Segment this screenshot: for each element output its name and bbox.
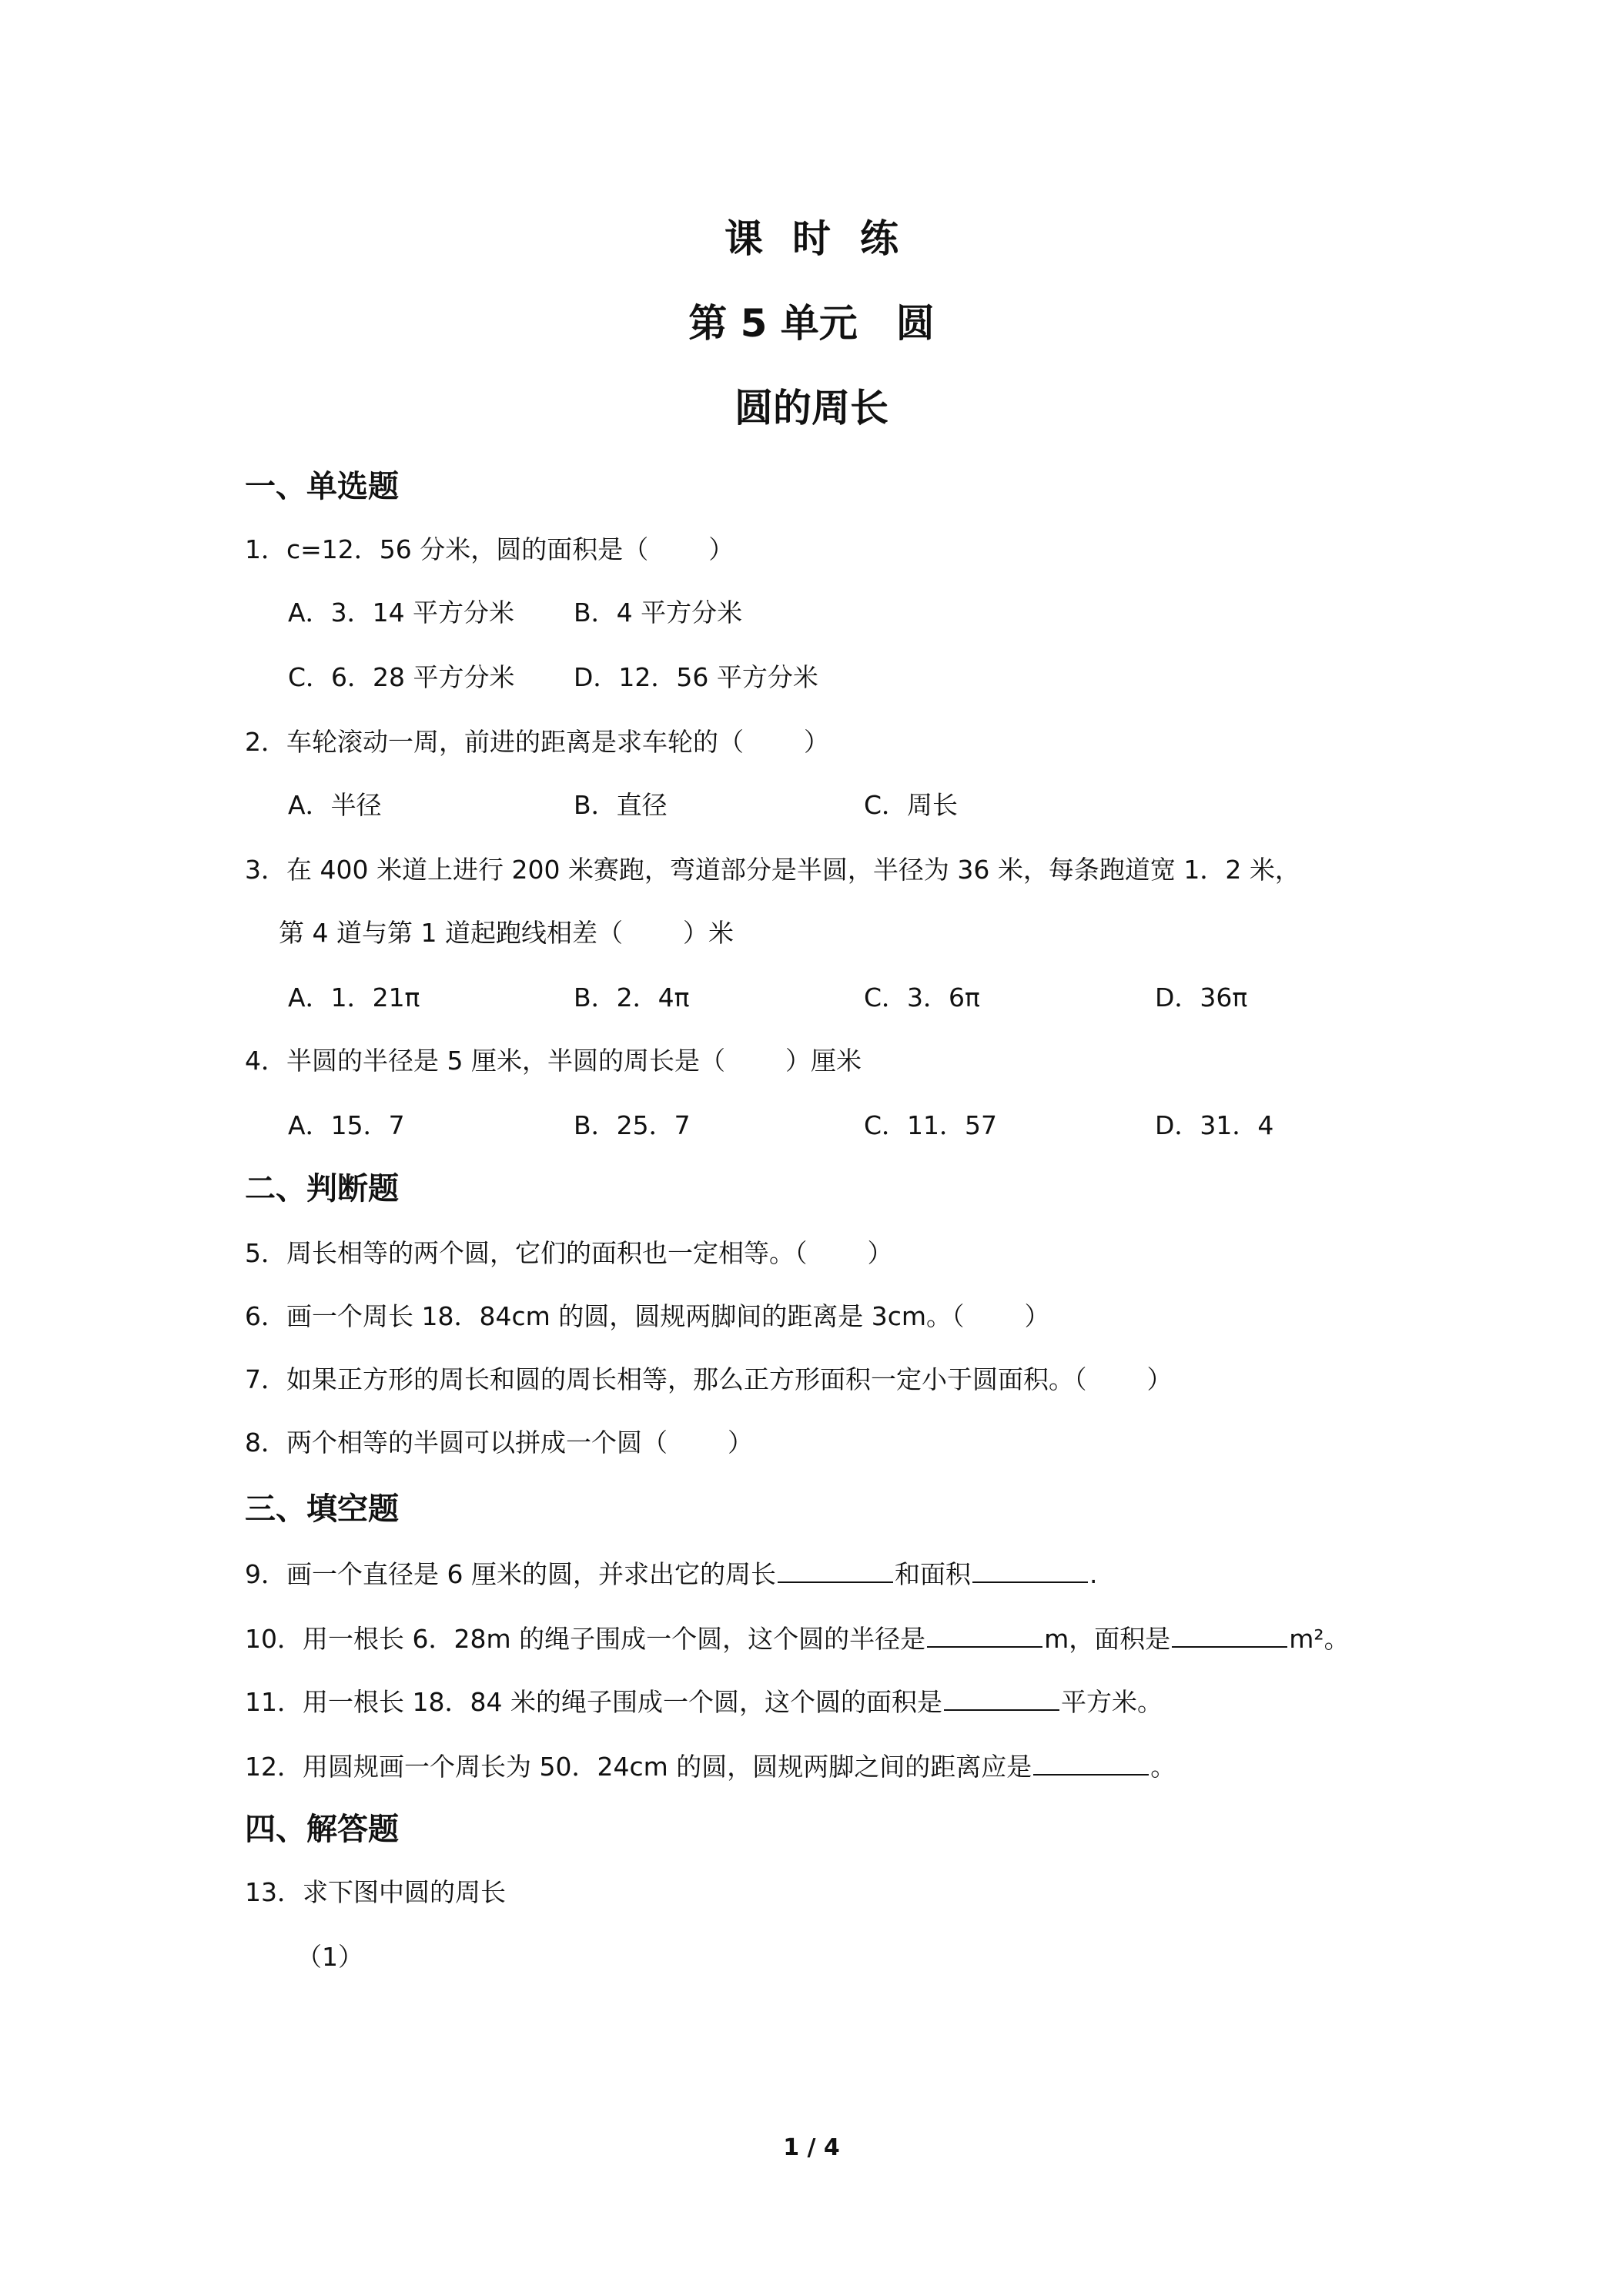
question-8 [245, 1424, 753, 1461]
question-9-text-a: 9．画一个直径是 6 厘米的圆，并求出它的周长 [245, 1559, 776, 1589]
question-9-text-c: . [1089, 1559, 1098, 1589]
question-2-option-b: B．直径 [574, 790, 668, 820]
question-2-option-a: A．半径 [288, 790, 382, 820]
question-2-stem-end: ） [804, 727, 829, 757]
question-10-text-b: m，面积是 [1044, 1624, 1171, 1654]
question-1-option-b: B．4 平方分米 [574, 597, 743, 628]
question-10-text-a: 10．用一根长 6．28m 的绳子围成一个圆，这个圆的半径是 [245, 1624, 926, 1654]
section-heading-solve: 四、解答题 [245, 1812, 399, 1847]
page-title: 课时练 [724, 216, 928, 261]
answer-blank[interactable] [778, 1554, 893, 1583]
question-11 [245, 1682, 1163, 1721]
question-13-sub-1: （1） [296, 1942, 363, 1972]
question-6-stem-end: ） [1024, 1301, 1050, 1331]
answer-blank[interactable] [972, 1554, 1088, 1583]
page-number: 1 / 4 [783, 2134, 840, 2161]
question-1 [245, 531, 734, 568]
question-4-option-a: A．15．7 [288, 1110, 405, 1140]
lesson-title: 圆的周长 [735, 386, 888, 430]
question-4 [245, 1043, 862, 1079]
question-7-stem-end: ） [1146, 1364, 1173, 1394]
question-12 [245, 1746, 1176, 1786]
answer-blank[interactable] [1172, 1618, 1287, 1648]
section-heading-fill-blank: 三、填空题 [245, 1491, 399, 1527]
question-7-stem: 7．如果正方形的周长和圆的周长相等，那么正方形面积一定小于圆面积。（ [245, 1364, 1087, 1394]
question-1-option-a: A．3．14 平方分米 [288, 597, 515, 628]
question-2 [245, 724, 829, 761]
question-4-option-b: B．25．7 [574, 1110, 691, 1140]
question-10-text-c: m²。 [1289, 1624, 1350, 1654]
question-4-stem: 4．半圆的半径是 5 厘米，半圆的周长是（ [245, 1046, 725, 1076]
question-5 [245, 1235, 893, 1272]
answer-blank[interactable] [944, 1682, 1059, 1711]
question-13: 13．求下图中圆的周长 [245, 1877, 506, 1907]
question-6-stem: 6．画一个周长 18．84cm 的圆，圆规两脚间的距离是 3cm。（ [245, 1301, 965, 1331]
question-3-stem-end: ）米 [682, 918, 734, 948]
question-3-line-2 [279, 915, 734, 952]
question-3-option-c: C．3．6π [864, 982, 980, 1012]
question-9-text-b: 和面积 [894, 1559, 971, 1589]
question-3-option-a: A．1．21π [288, 982, 420, 1012]
answer-blank[interactable] [927, 1618, 1042, 1648]
question-4-option-c: C．11．57 [864, 1110, 998, 1140]
question-8-stem-end: ） [728, 1427, 753, 1458]
question-11-text-b: 平方米。 [1060, 1687, 1163, 1717]
question-12-text-b: 。 [1150, 1752, 1176, 1782]
question-3-line-1: 3．在 400 米道上进行 200 米赛跑，弯道部分是半圆，半径为 36 米，每条跑道宽 1．2 米， [245, 855, 1300, 885]
question-1-stem-end: ） [708, 534, 735, 564]
question-3-option-b: B．2．4π [574, 982, 690, 1012]
question-6 [245, 1298, 1050, 1335]
question-7 [245, 1361, 1173, 1398]
question-1-option-c: C．6．28 平方分米 [288, 662, 515, 692]
question-2-option-c: C．周长 [864, 790, 959, 820]
question-3-stem: 第 4 道与第 1 道起跑线相差（ [279, 918, 623, 948]
answer-blank[interactable] [1033, 1746, 1149, 1776]
question-1-option-d: D．12．56 平方分米 [574, 662, 818, 692]
question-5-stem: 5．周长相等的两个圆，它们的面积也一定相等。（ [245, 1238, 808, 1268]
question-4-option-d: D．31．4 [1155, 1110, 1274, 1140]
question-2-stem: 2．车轮滚动一周，前进的距离是求车轮的（ [245, 727, 744, 757]
question-4-stem-end: ）厘米 [785, 1046, 862, 1076]
question-5-stem-end: ） [867, 1238, 893, 1268]
section-heading-single-choice: 一、单选题 [245, 469, 399, 504]
question-10 [245, 1618, 1350, 1658]
question-11-text-a: 11．用一根长 18．84 米的绳子围成一个圆，这个圆的面积是 [245, 1687, 942, 1717]
question-3-option-d: D．36π [1155, 982, 1248, 1012]
unit-title: 第 5 单元 圆 [688, 301, 935, 346]
question-9 [245, 1554, 1097, 1593]
question-12-text-a: 12．用圆规画一个周长为 50．24cm 的圆，圆规两脚之间的距离应是 [245, 1752, 1032, 1782]
question-1-stem: 1．c=12．56 分米，圆的面积是（ [245, 534, 649, 564]
section-heading-true-false: 二、判断题 [245, 1171, 399, 1207]
question-8-stem: 8．两个相等的半圆可以拼成一个圆（ [245, 1427, 668, 1458]
